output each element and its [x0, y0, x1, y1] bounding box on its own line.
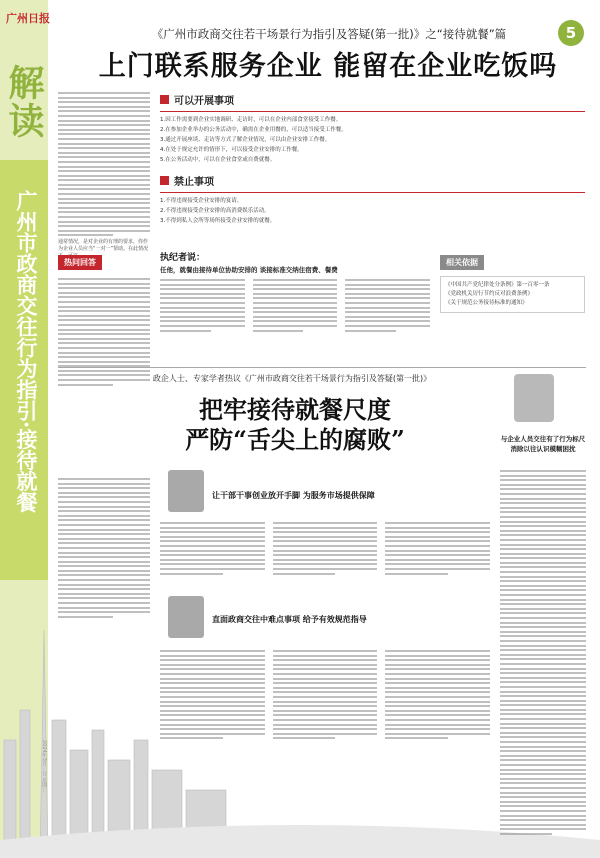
allowed-list	[160, 111, 585, 165]
quote-1: 让干部干事创业放开手脚 为服务市场提供保障	[212, 491, 375, 500]
basis-item: 《党政机关厉行节约反对浪费条例》	[445, 291, 534, 297]
expert-portrait	[514, 374, 554, 422]
quote-2-body	[160, 650, 490, 742]
allowed-item: 3.通过开展座谈、走访等方式了解企业情况，可以由企业安排工作餐。	[160, 137, 331, 143]
banned-title-row	[160, 173, 585, 188]
basis-box	[440, 250, 585, 350]
allowed-item: 1.因工作需要到企业实地调研、走访时，可以在企业内部食堂接受工作餐。	[160, 117, 342, 123]
executor-subhead: 任他，就餐由接待单位协助安排的 谈接标准交纳住宿费、餐费	[160, 266, 338, 274]
intro-column	[58, 92, 150, 260]
banned-item: 1.不得违规接受企业安排的宴请。	[160, 198, 243, 204]
feature-kicker: 政企人士、专家学者热议《广州市政商交往若干场景行为指引及答疑(第一批)》	[152, 374, 432, 383]
feature-headline-1: 把牢接待就餐尺度	[199, 395, 391, 424]
quote-1-body	[160, 522, 490, 577]
executor-subhead-title: 执纪者说：	[160, 253, 206, 263]
feature-sidebar-body	[500, 470, 586, 838]
intro-lead: 通常情况，是对企业的有理的要求，你作为企业人员应当“一对一”帮助。在此情况	[58, 239, 149, 252]
masthead: 广州日报	[6, 12, 50, 25]
big-char-jiedu: 解读	[3, 64, 45, 140]
allowed-item: 5.在公务活动中，可以在企业食堂或自费就餐。	[160, 157, 276, 163]
page-number-badge: 5	[558, 20, 584, 46]
banned-item: 2.不得违规接受企业安排的高消费娱乐活动。	[160, 208, 270, 214]
section-divider	[58, 367, 586, 368]
footer-stamp: 2024年3月…日 星期…	[41, 740, 47, 793]
feature-sidebar-head: 与企业人员交往有了行为标尺消除以往认识模糊困扰	[500, 435, 586, 453]
basis-tag: 相关依据	[440, 255, 484, 270]
main-headline: 上门联系服务企业 能留在企业吃饭吗	[98, 51, 558, 82]
basis-item: 《中国共产党纪律处分条例》第一百零一条	[445, 282, 550, 288]
allowed-title: 可以开展事项	[174, 96, 234, 107]
quote-1-portrait	[168, 470, 204, 512]
quote-2: 直面政商交往中难点事项 给予有效规范指导	[212, 615, 367, 624]
qa-tag: 热问回答	[58, 255, 102, 270]
allowed-item: 2.在参加企业举办的公务活动中，确需在企业用餐的，可以适当接受工作餐。	[160, 127, 347, 133]
vertical-title: 广州市政商交往行为指引·接待就餐	[14, 190, 39, 513]
banned-item: 3.不得到私人会所等场所接受企业安排的就餐。	[160, 218, 276, 224]
banned-bullet-icon	[160, 176, 169, 185]
feature-left-column	[58, 478, 150, 620]
allowed-bullet-icon	[160, 95, 169, 104]
quote-2-portrait	[168, 596, 204, 638]
feature-headline-2: 严防“舌尖上的腐败”	[185, 425, 405, 454]
basis-item: 《关于规范公务接待标准的通知》	[445, 300, 528, 306]
rules-box	[160, 92, 585, 240]
allowed-item: 4.在处于规定允许的情形下，可以接受企业安排的工作餐。	[160, 147, 303, 153]
executor-block	[160, 250, 430, 334]
allowed-title-row	[160, 92, 585, 107]
banned-list	[160, 192, 585, 226]
kicker: 《广州市政商交往若干场景行为指引及答疑(第一批)》之“接待就餐”篇	[151, 27, 507, 41]
banned-title: 禁止事项	[174, 177, 214, 188]
